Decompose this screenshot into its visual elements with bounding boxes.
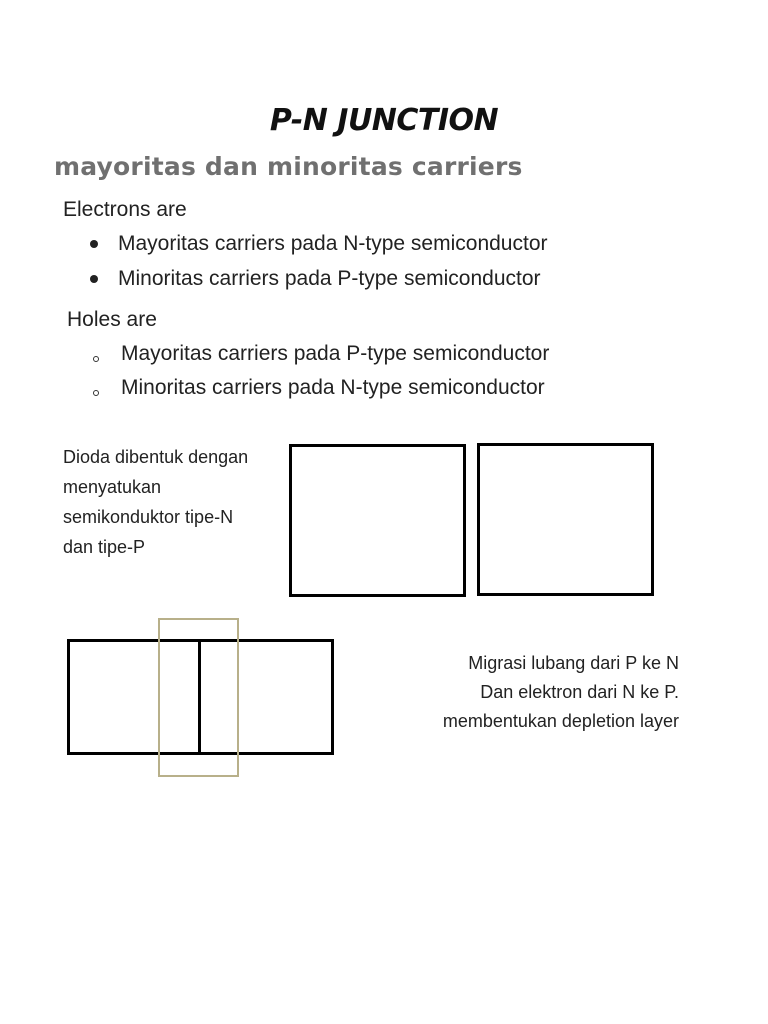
list-item (93, 375, 549, 409)
depletion-layer-highlight (158, 618, 239, 777)
electrons-list (90, 231, 548, 301)
list-item (90, 266, 548, 301)
n-type-block (289, 444, 466, 597)
text-line: Dioda dibentuk dengan (63, 447, 249, 467)
text-line: Migrasi lubang dari P ke N (468, 653, 679, 673)
list-item-text: Minoritas carriers pada P-type semiconductor (118, 267, 541, 290)
text-line: dan tipe-P (63, 537, 146, 557)
p-type-block (477, 443, 654, 596)
electrons-label: Electrons are (63, 198, 187, 221)
section-subtitle: mayoritas dan minoritas carriers (54, 152, 523, 181)
holes-list (93, 341, 549, 409)
text-line: menyatukan (63, 477, 162, 497)
list-item (93, 341, 549, 375)
bullet-circle-icon (93, 356, 99, 362)
list-item (90, 231, 548, 266)
page-title: P-N JUNCTION (269, 103, 499, 138)
text-line: Dan elektron dari N ke P. (480, 682, 679, 702)
bullet-circle-icon (93, 390, 99, 396)
text-line: semikonduktor tipe-N (63, 507, 234, 527)
diode-description (63, 442, 248, 562)
list-item-text: Mayoritas carriers pada N-type semiconductor (118, 232, 548, 255)
list-item-text: Minoritas carriers pada N-type semiconductor (121, 376, 545, 399)
holes-label: Holes are (67, 308, 157, 331)
list-item-text: Mayoritas carriers pada P-type semiconductor (121, 342, 550, 365)
bullet-disc-icon (90, 240, 98, 248)
bullet-disc-icon (90, 275, 98, 283)
text-line: membentukan depletion layer (442, 711, 679, 731)
migration-description (443, 649, 679, 736)
